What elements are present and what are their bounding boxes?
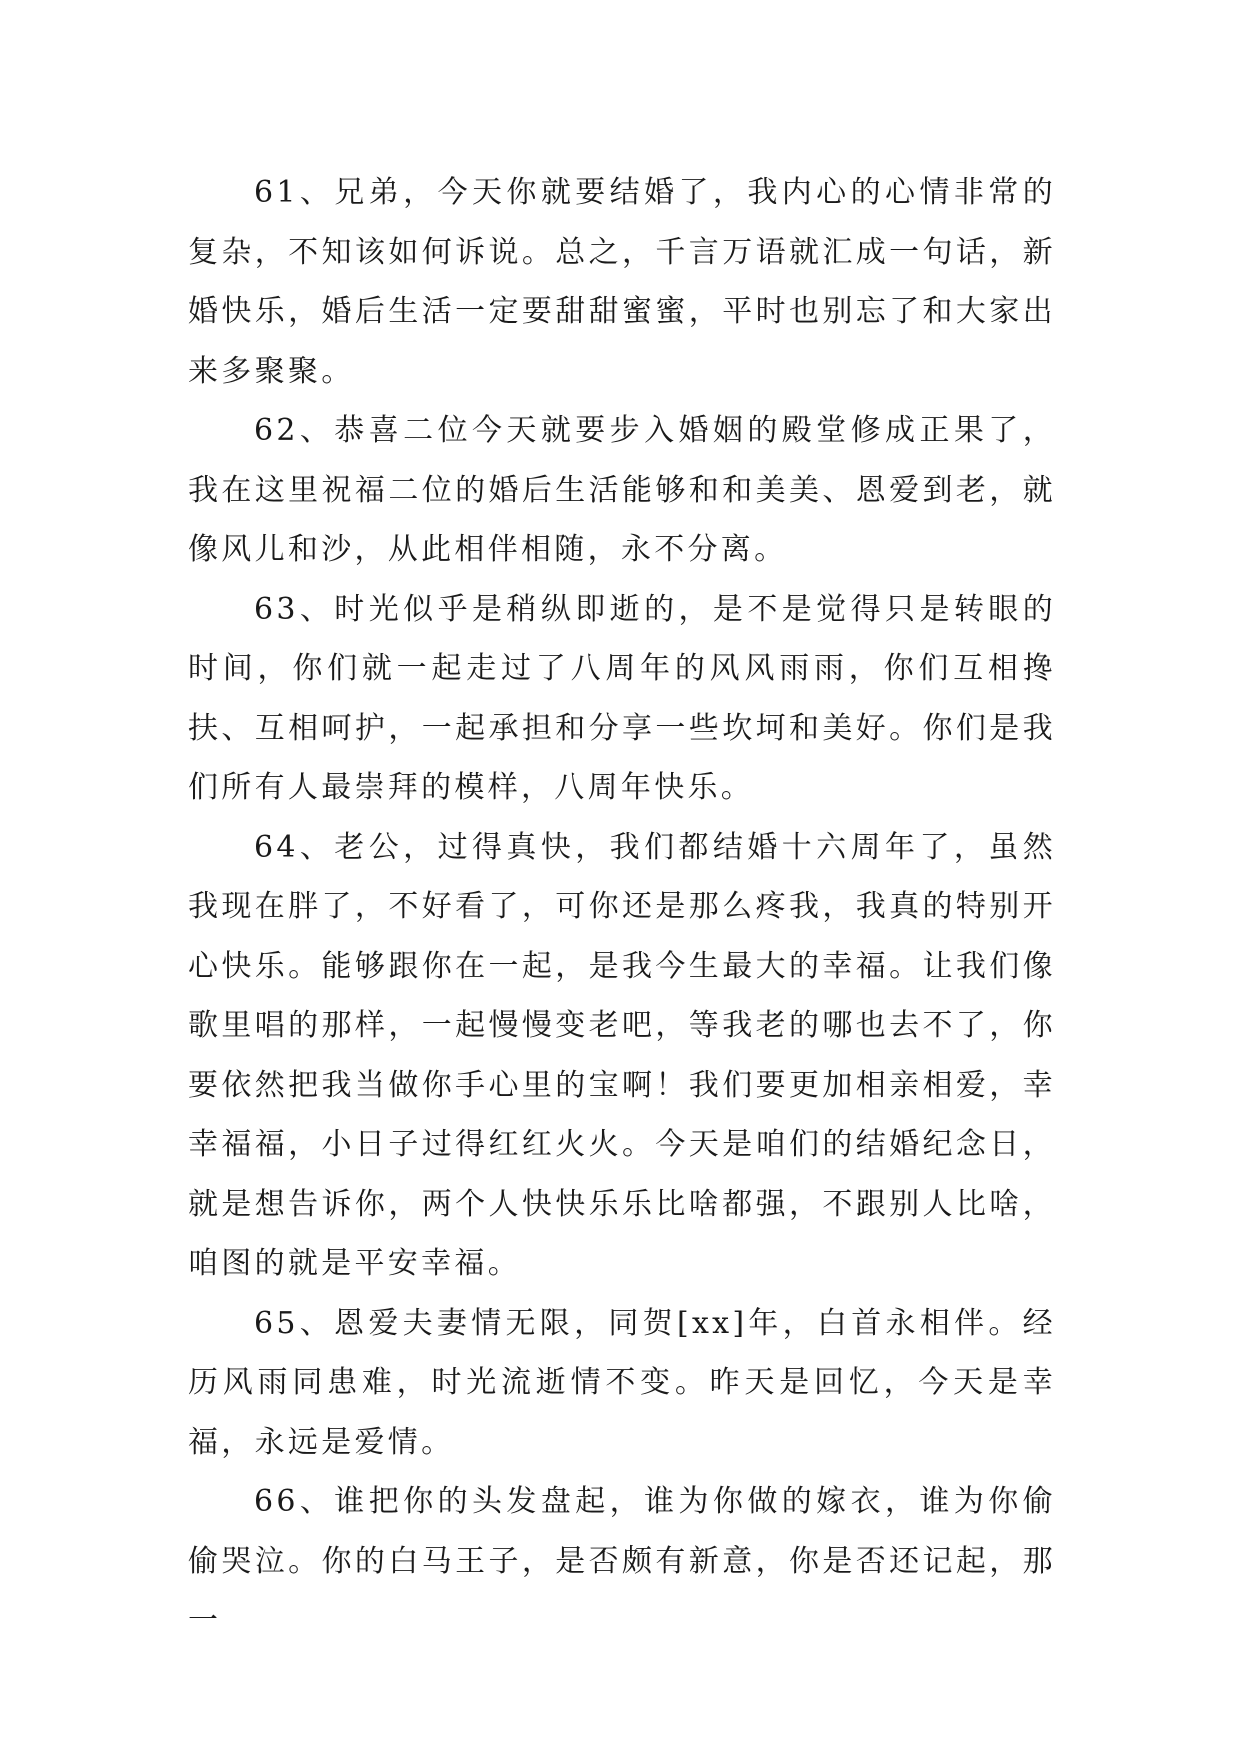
paragraph-61: 61、兄弟，今天你就要结婚了，我内心的心情非常的复杂，不知该如何诉说。总之，千言万语就汇成一句话，新婚快乐，婚后生活一定要甜甜蜜蜜，平时也别忘了和大家出来多聚聚。 [188,175,1056,389]
paragraph-63: 63、时光似乎是稍纵即逝的，是不是觉得只是转眼的时间，你们就一起走过了八周年的风风雨雨，你们互相搀扶、互相呵护，一起承担和分享一些坎坷和美好。你们是我们所有人最崇拜的模样，八周年快乐。 [188,591,1056,805]
paragraph-66: 66、谁把你的头发盘起，谁为你做的嫁衣，谁为你偷偷哭泣。你的白马王子，是否颇有新意，你是否还记起，那一 [188,1484,1056,1638]
paragraph-62: 62、恭喜二位今天就要步入婚姻的殿堂修成正果了，我在这里祝福二位的婚后生活能够和和美美、恩爱到老，就像风儿和沙，从此相伴相随，永不分离。 [188,413,1056,567]
document-body [188,163,1056,1651]
paragraph-64: 64、老公，过得真快，我们都结婚十六周年了，虽然我现在胖了，不好看了，可你还是那么疼我，我真的特别开心快乐。能够跟你在一起，是我今生最大的幸福。让我们像歌里唱的那样，一起慢慢变老吧，等我老的哪也去不了，你要依然把我当做你手心里的宝啊！我们要更加相亲相爱，幸幸福福，小日子过得红红火火。今天是咱们的结婚纪念日，就是想告诉你，两个人快快乐乐比啥都强，不跟别人比啥，咱图的就是平安幸福。 [188,829,1056,1281]
paragraph-65: 65、恩爱夫妻情无限，同贺[xx]年，白首永相伴。经历风雨同患难，时光流逝情不变。昨天是回忆，今天是幸福，永远是爱情。 [188,1305,1056,1460]
